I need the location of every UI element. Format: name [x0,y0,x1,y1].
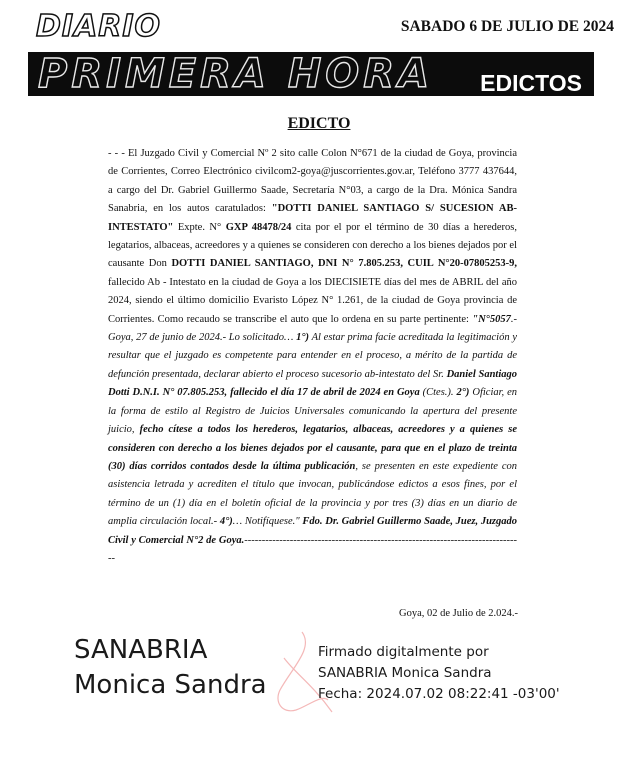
edict-case-title: "DOTTI DANIEL SANTIAGO S/ SUCESION AB-INTESTATO" [108,203,517,233]
edict-order-text: Al estar prima facie acreditada la legitimación y resultar que el juzgado es competente para entender en el proceso, a mérito de la partida de defunción presentada, declarar abierto el proceso sucesorio ab-intestato del Sr. [108,332,517,380]
edict-text: cita por el por el término de 30 días a herederos, legatarios, albaceas, acreedores y a quienes se consideren con derecho a los bienes dejados por el causante Don [108,221,517,270]
brand-title: PRIMERA HORA [38,52,434,96]
edict-text: fallecido Ab - Intestato en la ciudad de Goya a los DIECISIETE días del mes de ABRIL del año 2024, siendo el último domicilio Evaristo López N° 1.261, de la ciudad de Goya provincia de Corrientes. Como recaudo se transcribe el auto que lo ordena en su parte pertinente: [108,276,517,325]
edict-title: EDICTO [287,115,351,132]
signature-name-line: SANABRIA [74,635,208,665]
signature-info [318,642,560,705]
edict-order-emphasis: fecho cítese a todos los herederos, legatarios, albaceas, acreedores y a quienes se consideren con derecho a los bienes dejados por el causante, para que en el plazo de treinta (30) días corridos contados desde la última publicación [108,424,517,472]
edict-order-number: "N°5057 [472,313,511,325]
edict-order-text: , se presenten en este expediente con asistencia letrada y acrediten el título que invocan, publicándose edictos a esos fines, por el término de un (1) día en el boletín oficial de la provincia y por tres (3) días en un diario de amplia circulación local.- [108,460,517,528]
edict-order-item: 1°) [296,332,310,344]
edict-body [108,145,517,568]
masthead-band [28,52,594,96]
edict-closing-date: Goya, 02 de Julio de 2.024.- [399,608,518,619]
signature-timestamp: Fecha: 2024.07.02 08:22:41 -03'00' [318,686,560,702]
section-label: EDICTOS [480,70,582,96]
edict-order-item: 4°) [219,516,233,528]
publication-date: SABADO 6 DE JULIO DE 2024 [400,18,614,35]
edict-order-emphasis: Daniel Santiago Dotti D.N.I. N° 07.805.253, fallecido el día 17 de abril de 2024 en Goya [108,368,517,399]
edict-signed-by: Fdo. Dr. Gabriel Guillermo Saade, Juez, Juzgado Civil y Comercial N°2 de Goya. [108,516,518,546]
edict-order-item: 2°) [456,387,470,399]
edict-dashes: -------------------------------------------------------------------------------- [108,534,517,564]
edict-text: - - - El Juzgado Civil y Comercial Nº 2 sito calle Colon N°671 de la ciudad de Goya, provincia de Corrientes, Correo Electrónico civilcom2-goya@juscorrientes.gov.ar, Teléfono 3777 437644, a cargo del Dr. Gabriel Guillermo Saade, Secretaría N°03, a cargo de la Dra. Mónica Sandra Sanabria, en los autos caratulados: [108,148,517,215]
edict-order-text: (Ctes.). [419,387,457,399]
brand-top-word: DIARIO [36,9,162,44]
edict-order-text: … Notifíquese." [232,516,303,528]
edict-order-text: .- Goya, 27 de junio de 2024.- Lo solicitado… [108,313,517,344]
edict-file-number: GXP 48478/24 [225,221,292,233]
signature-info-line: SANABRIA Monica Sandra [318,665,492,681]
signature-name-line: Monica Sandra [74,670,267,700]
signature-name [74,633,267,703]
edict-text: Expte. N° [173,221,226,233]
edict-deceased-id: DOTTI DANIEL SANTIAGO, DNI N° 7.805.253, CUIL N°20-07805253-9, [171,258,517,270]
signature-info-line: Firmado digitalmente por [318,644,489,660]
edict-order-text: Oficiar, en la forma de estilo al Registro de Juicios Universales comunicando la apertura del presente juicio, [108,387,517,436]
